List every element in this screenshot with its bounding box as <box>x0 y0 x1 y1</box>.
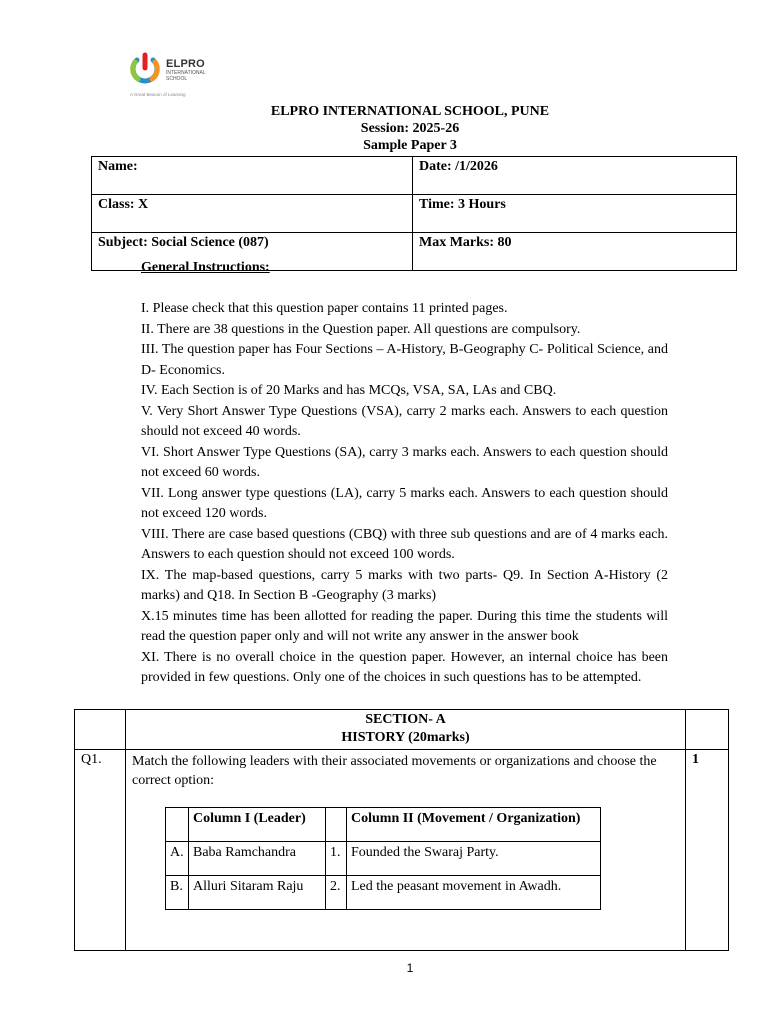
instruction-item: IV. Each Section is of 20 Marks and has MCQs, VSA, SA, LAs and CBQ. <box>141 383 557 398</box>
question-text: Match the following leaders with their associated movements or organizations and choose the correct option: <box>132 754 657 788</box>
table-row <box>166 842 601 876</box>
section-title: SECTION- A <box>365 712 446 727</box>
logo-subtitle: INTERNATIONAL SCHOOL <box>166 70 206 82</box>
table-row <box>166 876 601 910</box>
name-field: Name: <box>92 157 413 195</box>
student-info-table <box>91 156 737 271</box>
instruction-item: I. Please check that this question paper contains 11 printed pages. <box>141 301 508 316</box>
date-field: Date: /1/2026 <box>413 157 737 195</box>
time-field: Time: 3 Hours <box>413 195 737 233</box>
max-marks-field: Max Marks: 80 <box>413 233 737 271</box>
session-line: Session: 2025-26 <box>360 121 460 136</box>
paper-title: Sample Paper 3 <box>363 138 457 153</box>
logo-name: ELPRO <box>166 58 205 70</box>
instructions-list <box>141 299 668 689</box>
school-logo <box>124 46 216 104</box>
instruction-item: VI. Short Answer Type Questions (SA), carry 3 marks each. Answers to each question should not exceed 60 words. <box>141 444 668 480</box>
question-table <box>74 709 729 951</box>
movement-cell: Led the peasant movement in Awadh. <box>347 876 601 910</box>
match-table <box>165 807 601 910</box>
page-number: 1 <box>406 961 414 975</box>
row-letter: B. <box>166 876 189 910</box>
instruction-item: III. The question paper has Four Sections – A-History, B-Geography C- Political Science, and D- Economics. <box>141 342 668 378</box>
instruction-item: XI. There is no overall choice in the question paper. However, an internal choice has been provided in few questions. Only one of the choices in such questions has to be attempted. <box>141 649 668 685</box>
leader-cell: Baba Ramchandra <box>189 842 326 876</box>
instruction-item: II. There are 38 questions in the Question paper. All questions are compulsory. <box>141 321 581 337</box>
school-title: ELPRO INTERNATIONAL SCHOOL, PUNE <box>270 104 550 119</box>
column2-header: Column II (Movement / Organization) <box>347 808 601 842</box>
movement-cell: Founded the Swaraj Party. <box>347 842 601 876</box>
section-subtitle: HISTORY (20marks) <box>341 730 470 745</box>
power-logo-icon <box>128 52 162 86</box>
instruction-item: VIII. There are case based questions (CBQ) with three sub questions and are of 4 marks each. Answers to each question should not exceed 100 words. <box>141 526 668 562</box>
instruction-item: IX. The map-based questions, carry 5 marks with two parts- Q9. In Section A-History (2 marks) and Q18. In Section B -Geography (3 marks) <box>141 567 668 603</box>
instruction-item: X.15 minutes time has been allotted for reading the paper. During this time the students will read the question paper only and will not write any answer in the answer book <box>141 608 668 644</box>
question-number: Q1. <box>75 750 126 951</box>
instructions-heading: General Instructions: <box>141 260 270 275</box>
leader-cell: Alluri Sitaram Raju <box>189 876 326 910</box>
logo-tagline: A Great Beacon of Learning <box>130 92 186 97</box>
class-field: Class: X <box>92 195 413 233</box>
row-number: 2. <box>326 876 347 910</box>
instruction-item: V. Very Short Answer Type Questions (VSA), carry 2 marks each. Answers to each question should not exceed 40 words. <box>141 403 668 439</box>
question-body <box>126 750 686 951</box>
subject-field: Subject: Social Science (087) <box>92 233 413 271</box>
column1-header: Column I (Leader) <box>189 808 326 842</box>
row-number: 1. <box>326 842 347 876</box>
section-header <box>126 710 686 750</box>
question-marks: 1 <box>686 750 729 951</box>
instruction-item: VII. Long answer type questions (LA), carry 5 marks each. Answers to each question should not exceed 120 words. <box>141 485 668 521</box>
row-letter: A. <box>166 842 189 876</box>
